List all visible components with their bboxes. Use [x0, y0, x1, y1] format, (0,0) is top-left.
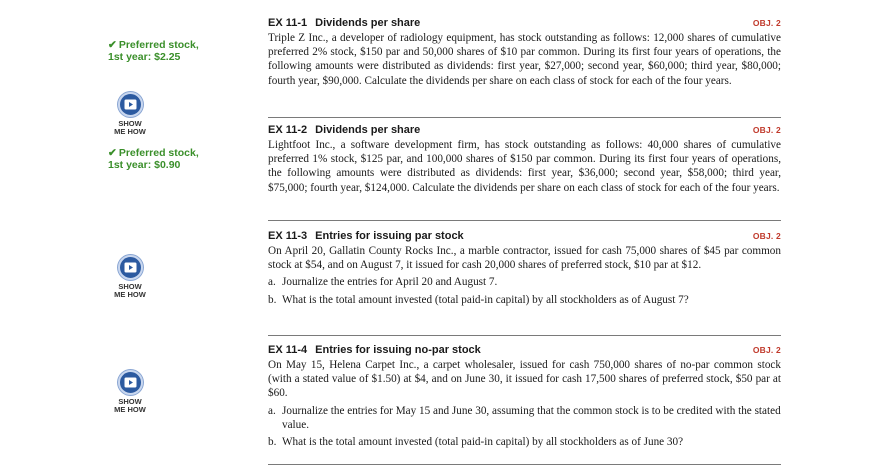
item-key: a.: [268, 404, 276, 417]
show-me-how-label: SHOW: [118, 119, 142, 128]
show-me-how-label: ME HOW: [114, 405, 146, 414]
exercise-number: EX 11-2: [268, 124, 308, 136]
answer-hint-ex-11-2: [108, 147, 218, 171]
answer-hint-line: 1st year: $0.90: [108, 159, 181, 171]
exercise-body: On April 20, Gallatin County Rocks Inc., a marble contractor, issued for cash 75,000 shares of $45 par common stock at $54, and on August 7, it issued for cash 20,000 shares of preferred stock, $10 par at $12.: [268, 245, 781, 272]
video-play-icon: [118, 255, 143, 280]
exercise-header: [268, 17, 781, 29]
show-me-how-label: ME HOW: [114, 290, 146, 299]
exercise-number: EX 11-4: [268, 344, 308, 356]
item-text: Journalize the entries for April 20 and August 7.: [282, 276, 498, 289]
exercise-title-text: Entries for issuing par stock: [315, 230, 464, 242]
exercise-title: [268, 124, 420, 136]
divider: [268, 220, 781, 221]
show-me-how-button-ex-11-4[interactable]: [108, 370, 152, 414]
exercise-number: EX 11-1: [268, 17, 308, 29]
answer-hint-line: 1st year: $2.25: [108, 51, 181, 63]
exercise-header: [268, 230, 781, 242]
exercise-header: [268, 124, 781, 136]
item-key: a.: [268, 276, 276, 289]
video-play-icon: [118, 370, 143, 395]
exercise-title-text: Dividends per share: [315, 17, 421, 29]
exercise-title-text: Entries for issuing no-par stock: [315, 344, 481, 356]
exercise-body: On May 15, Helena Carpet Inc., a carpet wholesaler, issued for cash 750,000 shares of no-par common stock (with a stated value of $1.50) at $4, and on June 30, it issued for cash 17,500 shares of preferred stock, $50 par at $60.: [268, 359, 781, 400]
video-play-icon: [118, 92, 143, 117]
exercise-header: [268, 344, 781, 356]
answer-hint-line: Preferred stock,: [118, 39, 199, 51]
divider: [268, 117, 781, 118]
checkmark-icon: ✔: [108, 39, 117, 51]
objective-tag: OBJ. 2: [752, 18, 781, 28]
exercise-ex-11-4: [268, 344, 781, 449]
exercise-body: Triple Z Inc., a developer of radiology equipment, has stock outstanding as follows: 12,000 shares of cumulative preferred 2% stock, $150 par and 50,000 shares of $10 par common. During its first four years of operations, the following amounts were distributed as dividends: first year, $27,000; second year, $60,000; third year, $80,000; fourth year, $90,000. Calculate the dividends per share on each class of stock for each of the four years.: [268, 32, 781, 87]
exercise-item: [268, 275, 781, 289]
exercise-body: Lightfoot Inc., a software development firm, has stock outstanding as follows: 40,000 shares of cumulative preferred 1% stock, $125 par, and 100,000 shares of $150 par common. During its first four years of operations, the following amounts were distributed as dividends: first year, $36,000; second year, $58,000; third year, $75,000; fourth year, $124,000. Calculate the dividends per share on each class of stock for each of the four years.: [268, 139, 781, 194]
item-key: b.: [268, 436, 277, 449]
exercise-title: [268, 230, 464, 242]
exercise-item: [268, 435, 781, 449]
exercise-ex-11-1: [268, 17, 781, 88]
show-me-how-button-ex-11-1[interactable]: [108, 92, 152, 136]
answer-hint-ex-11-1: [108, 39, 218, 63]
objective-tag: OBJ. 2: [752, 345, 781, 355]
checkmark-icon: ✔: [108, 147, 117, 159]
item-text: What is the total amount invested (total paid-in capital) by all stockholders as of June 30?: [282, 436, 684, 449]
show-me-how-button-ex-11-3[interactable]: [108, 255, 152, 299]
item-text: What is the total amount invested (total paid-in capital) by all stockholders as of August 7?: [282, 293, 689, 306]
divider: [268, 335, 781, 336]
show-me-how-label: SHOW: [118, 282, 142, 291]
divider: [268, 464, 781, 465]
exercise-ex-11-2: [268, 124, 781, 195]
item-key: b.: [268, 293, 277, 306]
show-me-how-label: ME HOW: [114, 127, 146, 136]
exercise-number: EX 11-3: [268, 230, 308, 242]
objective-tag: OBJ. 2: [752, 231, 781, 241]
objective-tag: OBJ. 2: [752, 125, 781, 135]
exercise-item: [268, 404, 781, 432]
show-me-how-label: SHOW: [118, 397, 142, 406]
answer-hint-line: Preferred stock,: [118, 147, 199, 159]
item-text: Journalize the entries for May 15 and June 30, assuming that the common stock is to be credited with the stated value.: [282, 404, 781, 431]
exercise-title-text: Dividends per share: [315, 124, 421, 136]
exercise-title: [268, 344, 481, 356]
exercise-item: [268, 293, 781, 307]
exercise-title: [268, 17, 420, 29]
exercise-ex-11-3: [268, 230, 781, 307]
